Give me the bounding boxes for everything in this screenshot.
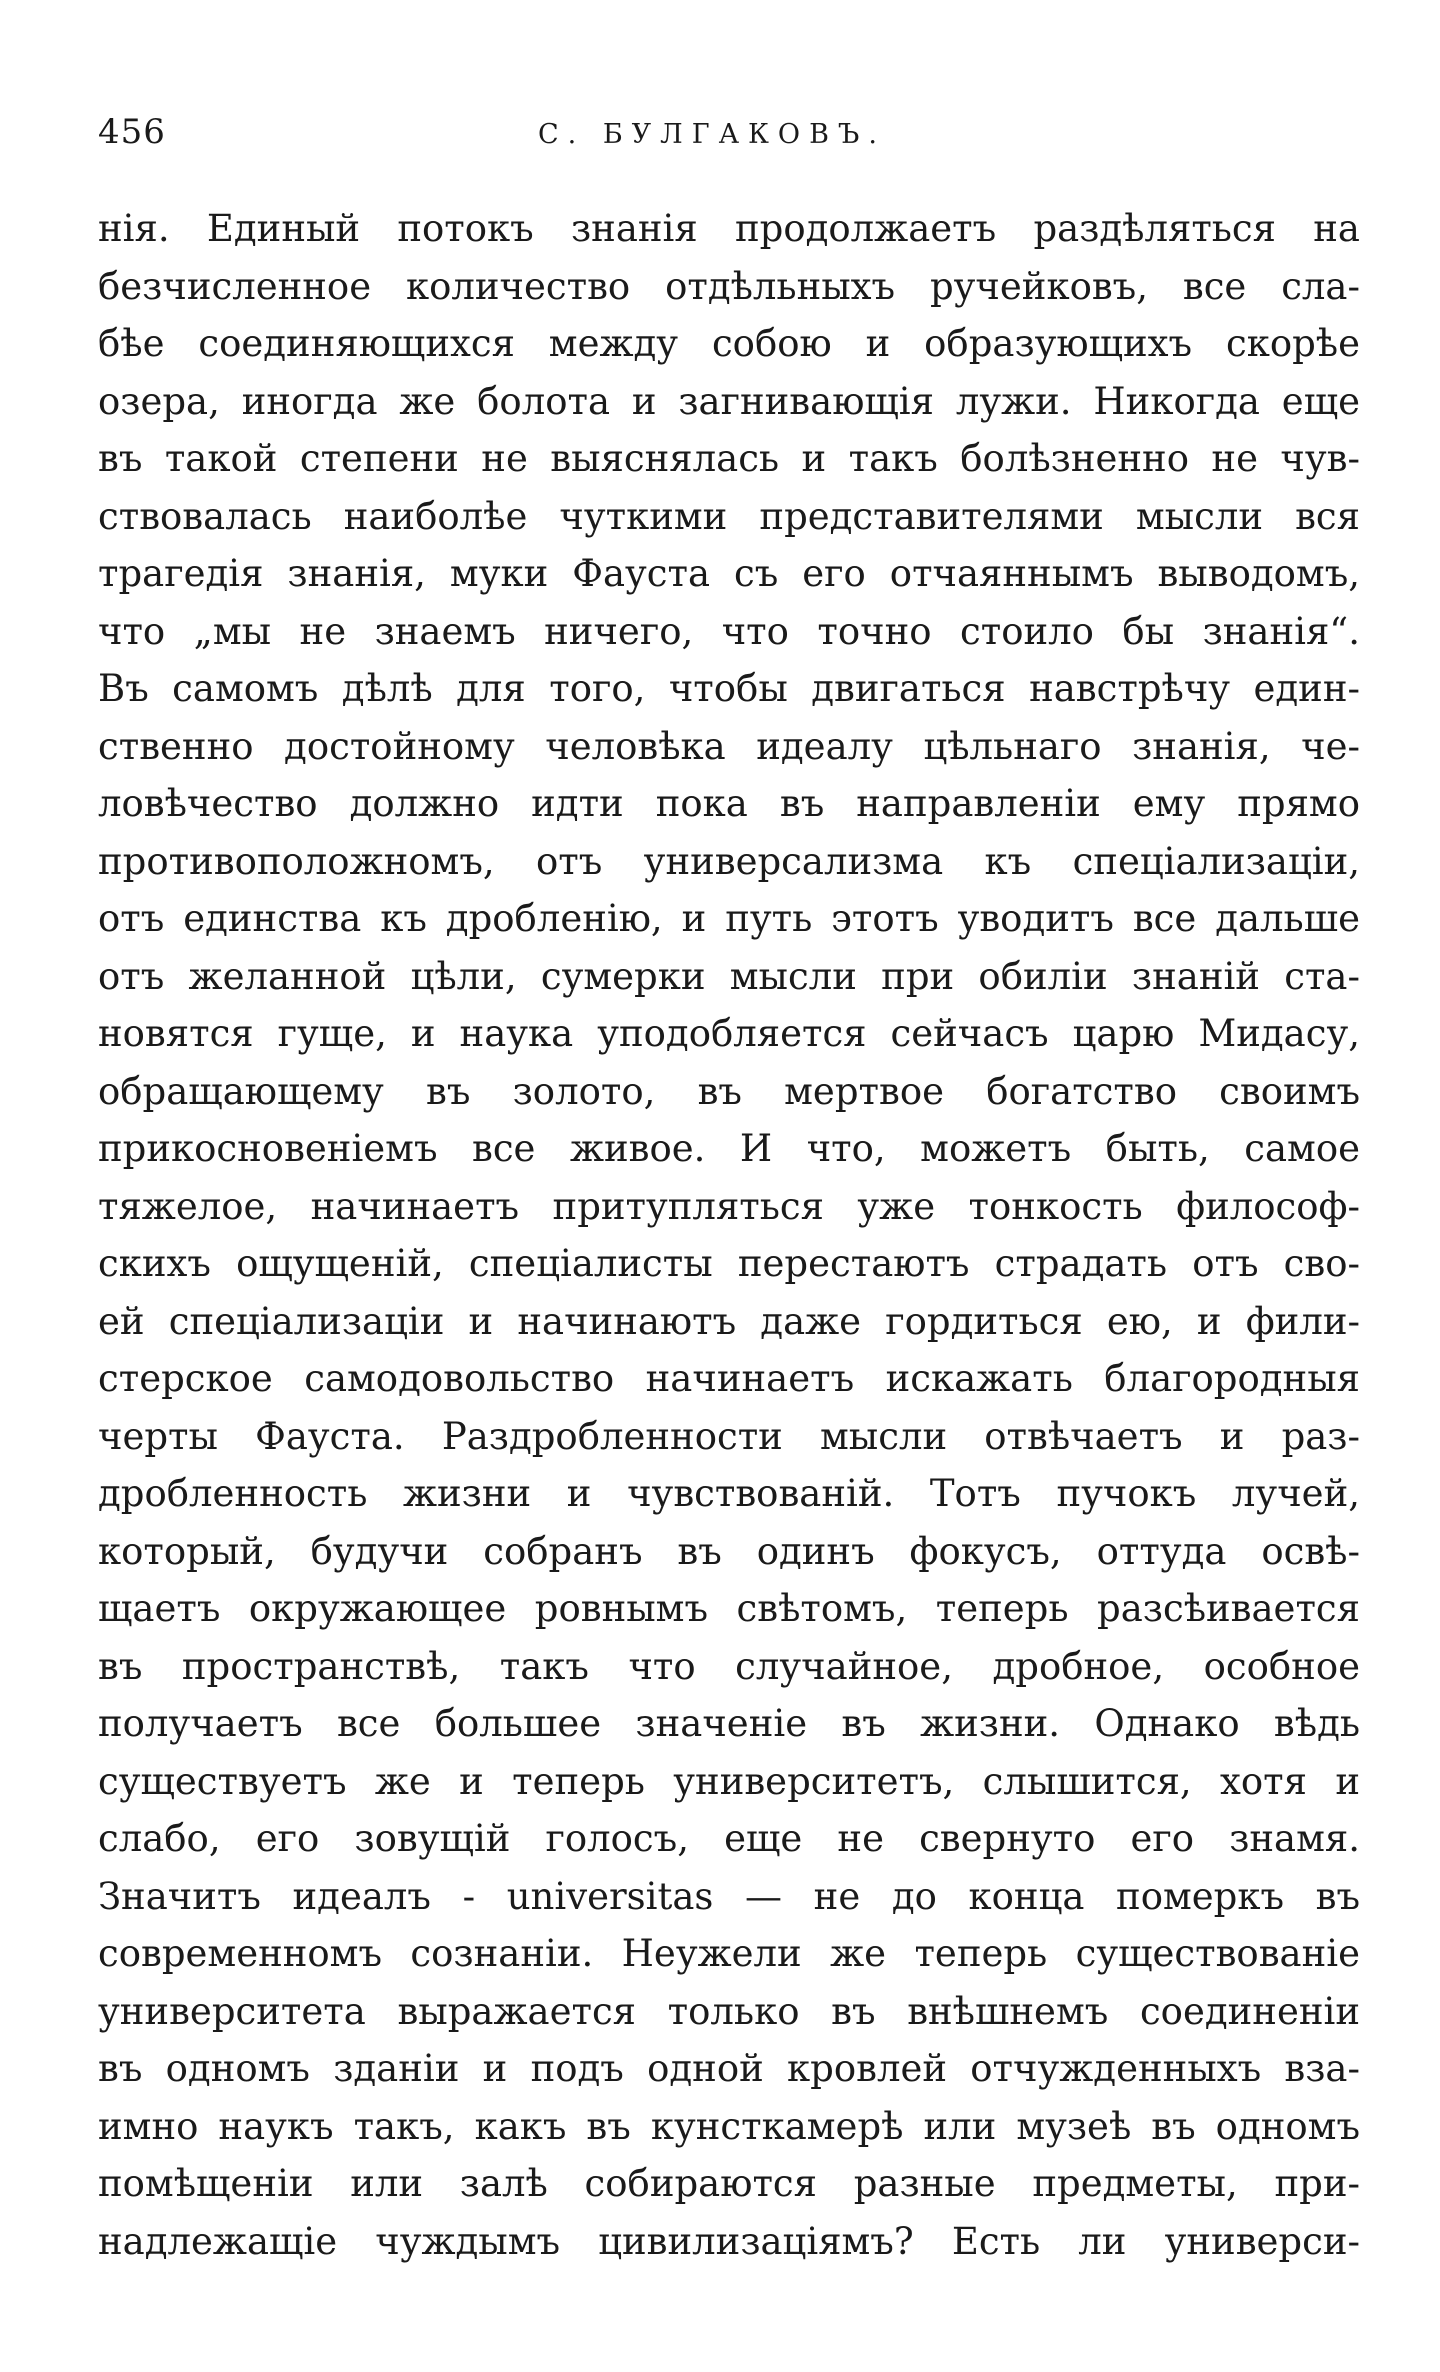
page-header [98, 108, 1358, 168]
text-line: университета выражается только въ внѣшнемъ соединеніи [98, 1989, 1360, 2033]
text-line: въ одномъ зданіи и подъ одной кровлей отчужденныхъ вза- [98, 2047, 1360, 2090]
text-line: ствовалась наиболѣе чуткими представителями мысли вся [98, 494, 1360, 538]
text-line: бѣе соединяющихся между собою и образующихъ скорѣе [98, 322, 1360, 365]
running-title: С. БУЛГАКОВЪ. [538, 119, 886, 150]
text-line: современномъ сознаніи. Неужели же теперь существованіе [98, 1932, 1360, 1975]
text-line: получаетъ все большее значеніе въ жизни. Однако вѣдь [98, 1702, 1360, 1745]
text-line: скихъ ощущеній, спеціалисты перестаютъ страдать отъ сво- [98, 1242, 1360, 1285]
text-line: черты Фауста. Раздробленности мысли отвѣчаетъ и раз- [98, 1414, 1360, 1458]
text-line: Значитъ идеалъ - universitas — не до конца померкъ въ [98, 1874, 1360, 1918]
text-line: нія. Единый потокъ знанія продолжаетъ раздѣляться на [98, 207, 1360, 250]
text-line: озера, иногда же болота и загнивающія лужи. Никогда еще [98, 379, 1360, 423]
text-line: новятся гуще, и наука уподобляется сейчасъ царю Мидасу, [98, 1012, 1360, 1055]
body-text [98, 200, 1360, 2270]
text-line: тяжелое, начинаетъ притупляться уже тонкость философ- [98, 1184, 1360, 1228]
text-line: имно наукъ такъ, какъ въ кунсткамерѣ или музеѣ въ одномъ [98, 2104, 1360, 2148]
text-line: что „мы не знаемъ ничего, что точно стоило бы знанія“. [98, 609, 1360, 653]
text-line: ственно достойному человѣка идеалу цѣльнаго знанія, че- [98, 724, 1360, 768]
text-line: обращающему въ золото, въ мертвое богатство своимъ [98, 1069, 1360, 1113]
text-line: ловѣчество должно идти пока въ направленіи ему прямо [98, 782, 1360, 825]
text-line: Въ самомъ дѣлѣ для того, чтобы двигаться навстрѣчу един- [98, 667, 1360, 710]
text-line: безчисленное количество отдѣльныхъ ручейковъ, все сла- [98, 264, 1360, 308]
text-line: надлежащіе чуждымъ цивилизаціямъ? Есть ли универси- [98, 2219, 1360, 2263]
text-line: трагедія знанія, муки Фауста съ его отчаяннымъ выводомъ, [98, 552, 1360, 595]
text-line: въ такой степени не выяснялась и такъ болѣзненно не чув- [98, 437, 1360, 480]
text-line: ей спеціализаціи и начинаютъ даже гордиться ею, и фили- [98, 1299, 1360, 1343]
text-line: противоположномъ, отъ универсализма къ спеціализаціи, [98, 839, 1360, 883]
text-line: прикосновеніемъ все живое. И что, можетъ быть, самое [98, 1127, 1360, 1170]
text-line: отъ единства къ дробленію, и путь этотъ уводитъ все дальше [98, 897, 1360, 940]
text-line: щаетъ окружающее ровнымъ свѣтомъ, теперь разсѣивается [98, 1587, 1360, 1630]
text-line: стерское самодовольство начинаетъ искажать благородныя [98, 1357, 1360, 1400]
text-line: слабо, его зовущій голосъ, еще не свернуто его знамя. [98, 1817, 1360, 1860]
text-line: въ пространствѣ, такъ что случайное, дробное, особное [98, 1644, 1360, 1688]
page-number: 456 [98, 112, 166, 152]
text-line: отъ желанной цѣли, сумерки мысли при обиліи знаній ста- [98, 954, 1360, 998]
text-line: помѣщеніи или залѣ собираются разные предметы, при- [98, 2162, 1360, 2205]
text-line: существуетъ же и теперь университетъ, слышится, хотя и [98, 1759, 1360, 1803]
text-line: дробленность жизни и чувствованій. Тотъ пучокъ лучей, [98, 1472, 1360, 1515]
text-line: который, будучи собранъ въ одинъ фокусъ, оттуда освѣ- [98, 1529, 1360, 1573]
